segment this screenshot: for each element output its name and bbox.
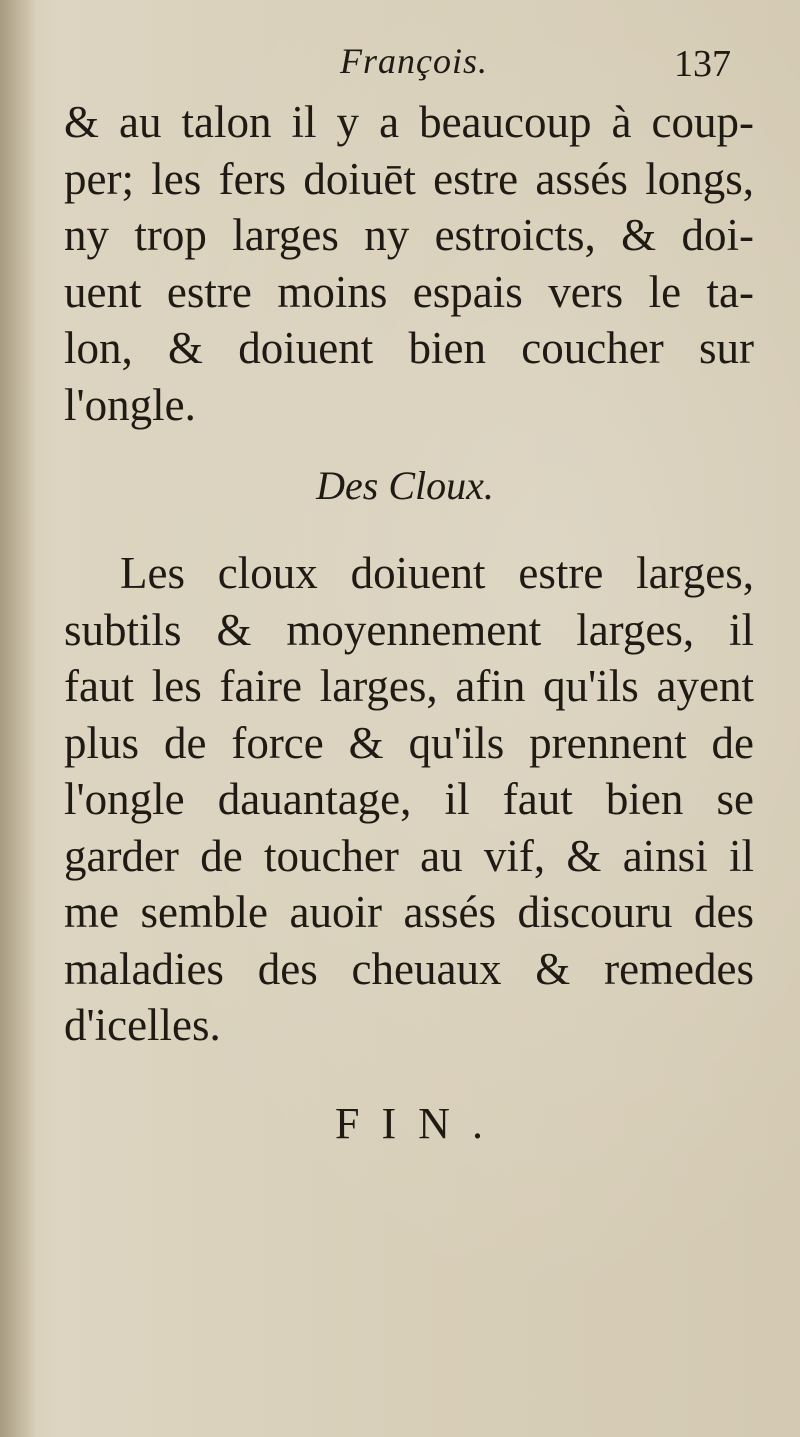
text-line: d'icelles. <box>64 1000 221 1050</box>
page-header <box>0 38 800 98</box>
text-line: ny trop larges ny estroicts, & doi- <box>64 210 754 260</box>
text-line: subtils & moyennement larges, il <box>64 604 754 655</box>
text-line: lon, & doiuent bien coucher sur <box>64 323 754 373</box>
text-line: uent estre moins espais vers le ta- <box>64 266 754 317</box>
text-line: per; les fers doiuēt estre assés longs, <box>64 153 754 204</box>
text-line: plus de force & qu'ils prennent de <box>64 717 754 768</box>
section-heading: Des Cloux. <box>316 463 494 508</box>
text-line: maladies des cheuaux & remedes <box>64 943 754 994</box>
text-line: & au talon il y a beaucoup à coup- <box>64 97 754 147</box>
text-line: faut les faire larges, afin qu'ils ayent <box>64 661 754 711</box>
text-line: Les cloux doiuent estre larges, <box>120 548 754 598</box>
paragraph-1 <box>64 94 754 433</box>
text-line: l'ongle. <box>64 379 196 430</box>
text-line: me semble auoir assés discouru des <box>64 887 754 937</box>
running-head: François. <box>340 41 488 81</box>
page-number: 137 <box>674 43 731 85</box>
finis-mark: FIN. <box>335 1099 505 1148</box>
paragraph-2 <box>64 545 754 1054</box>
page-gutter-shadow <box>0 0 36 1437</box>
text-line: garder de toucher au vif, & ainsi il <box>64 830 754 881</box>
text-line: l'ongle dauantage, il faut bien se <box>64 774 754 824</box>
